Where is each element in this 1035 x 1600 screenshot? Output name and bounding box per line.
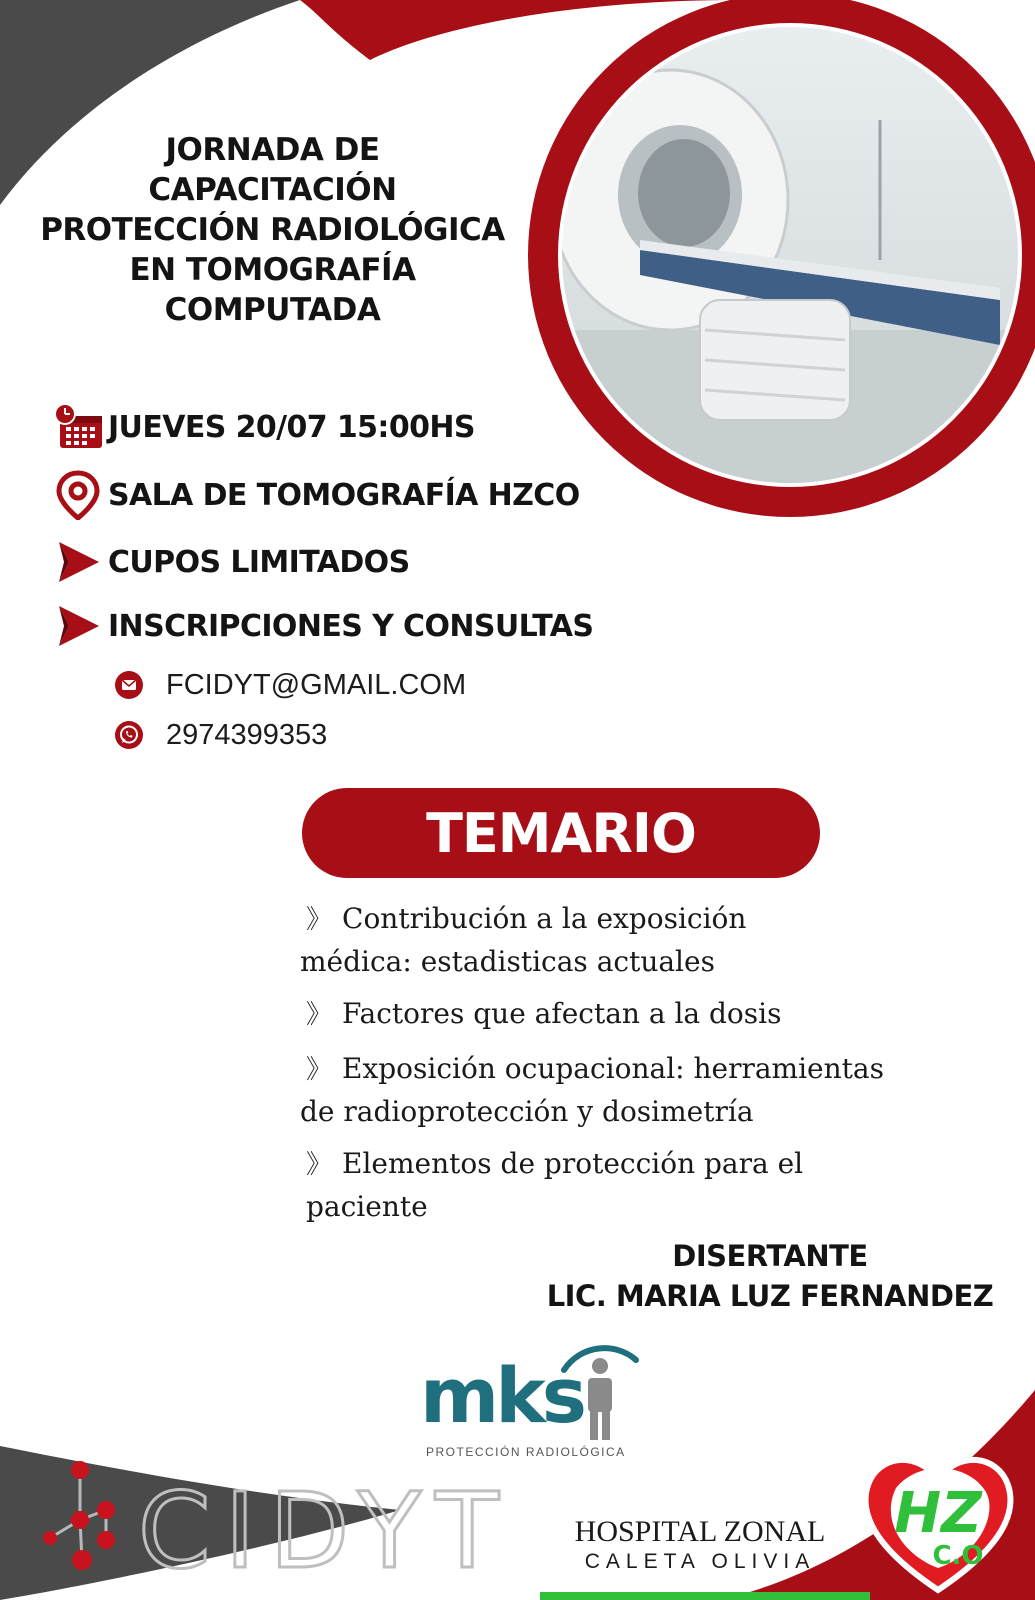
title-line-5: COMPUTADA (164, 292, 381, 328)
topic-3-line-1: Exposición ocupacional: herramientas (342, 1052, 884, 1085)
speaker-block (520, 1236, 1020, 1316)
info-location-row (52, 470, 580, 520)
event-title (0, 130, 545, 330)
temario-label: TEMARIO (426, 801, 696, 865)
location-text: SALA DE TOMOGRAFÍA HZCO (108, 477, 580, 513)
mks-tagline: PROTECCIÓN RADIOLÓGICA (426, 1445, 626, 1459)
topic-4-line-1: Elementos de protección para el (342, 1147, 804, 1180)
person-icon (556, 1338, 646, 1448)
topic-3-line-2: de radioprotección y dosimetría (300, 1095, 754, 1128)
mks-logo (420, 1338, 650, 1468)
topic-marker: 》 (306, 1055, 333, 1085)
arrow-chevron-icon (52, 601, 104, 651)
date-time-text: JUEVES 20/07 15:00HS (108, 409, 475, 445)
topic-4-line-2: paciente (306, 1190, 428, 1223)
topic-2-line-1: Factores que afectan a la dosis (342, 997, 782, 1030)
inscripciones-text: INSCRIPCIONES Y CONSULTAS (108, 608, 594, 644)
temario-banner (302, 788, 820, 878)
info-date-row (52, 402, 475, 452)
hospital-city: CALETA OLIVIA (584, 1550, 816, 1573)
email-link[interactable]: FCIDYT@GMAIL.COM (166, 668, 467, 701)
cupos-text: CUPOS LIMITADOS (108, 544, 410, 580)
title-line-2: CAPACITACIÓN (148, 172, 397, 208)
mail-icon (112, 668, 146, 702)
hz-sub: C.O (932, 1541, 984, 1571)
speaker-heading: DISERTANTE (672, 1239, 868, 1273)
arrow-chevron-icon (52, 537, 104, 587)
topic-1-line-1: Contribución a la exposición (342, 902, 747, 935)
mks-logo-word: mks (420, 1351, 583, 1440)
title-line-3: PROTECCIÓN RADIOLÓGICA (40, 212, 505, 248)
cidyt-logo-word: CIDYT (138, 1470, 513, 1592)
calendar-clock-icon (52, 402, 104, 452)
map-pin-icon (52, 470, 104, 520)
topic-item-2 (306, 993, 956, 1036)
topic-item-1 (300, 898, 956, 982)
title-line-4: EN TOMOGRAFÍA (129, 252, 416, 288)
whatsapp-icon (112, 718, 146, 752)
hz-badge (858, 1440, 1018, 1600)
topic-marker: 》 (306, 1000, 333, 1030)
hospital-name: HOSPITAL ZONAL (574, 1515, 826, 1548)
topic-item-4 (306, 1143, 956, 1227)
info-cupos-row (52, 537, 410, 587)
phone-link[interactable]: 2974399353 (166, 718, 328, 751)
molecule-icon (40, 1460, 140, 1580)
topic-item-3 (300, 1048, 956, 1132)
topic-marker: 》 (306, 905, 333, 935)
contact-email-row (112, 665, 466, 705)
topic-marker: 》 (306, 1150, 333, 1180)
hz-letters: HZ (894, 1481, 982, 1546)
speaker-name: LIC. MARIA LUZ FERNANDEZ (546, 1279, 994, 1313)
topic-1-line-2: médica: estadisticas actuales (300, 945, 715, 978)
info-inscripciones-row (52, 601, 593, 651)
title-line-1: JORNADA DE (165, 132, 380, 168)
contact-phone-row (112, 715, 327, 755)
